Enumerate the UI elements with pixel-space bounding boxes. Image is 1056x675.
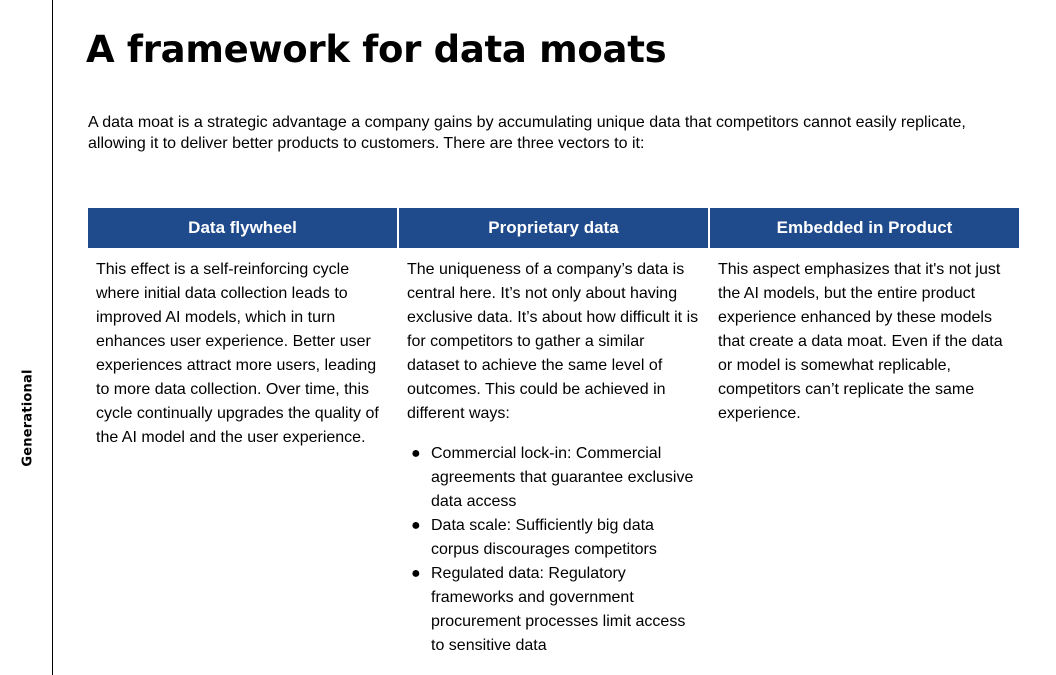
column-description: The uniqueness of a company’s data is central here. It’s not only about having exclusive data. It’s about how difficult it is for competitors to gather a similar dataset to achieve the same level of outcomes. This could be achieved in different ways:	[407, 261, 699, 422]
list-item	[407, 514, 700, 562]
list-item-text: Data scale: Sufficiently big data corpus discourages competitors	[431, 517, 657, 558]
column-embedded-in-product	[710, 208, 1019, 658]
framework-table	[88, 208, 1019, 658]
bullet-icon: ●	[411, 445, 421, 462]
bullet-icon: ●	[411, 517, 421, 534]
bullet-list	[407, 442, 700, 658]
list-item	[407, 562, 700, 658]
list-item	[407, 442, 700, 514]
column-body	[88, 248, 397, 450]
list-item-text: Commercial lock-in: Commercial agreements that guarantee exclusive data access	[431, 445, 694, 510]
column-header: Proprietary data	[399, 208, 708, 248]
column-body	[710, 248, 1019, 426]
column-header: Embedded in Product	[710, 208, 1019, 248]
column-header: Data flywheel	[88, 208, 397, 248]
side-label: Generational	[20, 369, 36, 467]
side-divider	[52, 0, 53, 675]
column-description: This effect is a self-reinforcing cycle where initial data collection leads to improved AI models, which in turn enhances user experience. Better user experiences attract more users, leading to more data collection. Over time, this cycle continually upgrades the quality of the AI model and the user experience.	[96, 261, 379, 446]
column-body	[399, 248, 708, 658]
bullet-icon: ●	[411, 565, 421, 582]
column-proprietary-data	[399, 208, 708, 658]
list-item-text: Regulated data: Regulatory frameworks and government procurement processes limit access to sensitive data	[431, 565, 686, 654]
page-title: A framework for data moats	[86, 28, 667, 71]
column-description: This aspect emphasizes that it's not just the AI models, but the entire product experience enhanced by these models that create a data moat. Even if the data or model is somewhat replicable, competitors can’t replicate the same experience.	[718, 261, 1003, 422]
intro-paragraph: A data moat is a strategic advantage a company gains by accumulating unique data that competitors cannot easily replicate, allowing it to deliver better products to customers. There are three vectors to it:	[88, 114, 966, 152]
column-data-flywheel	[88, 208, 397, 658]
